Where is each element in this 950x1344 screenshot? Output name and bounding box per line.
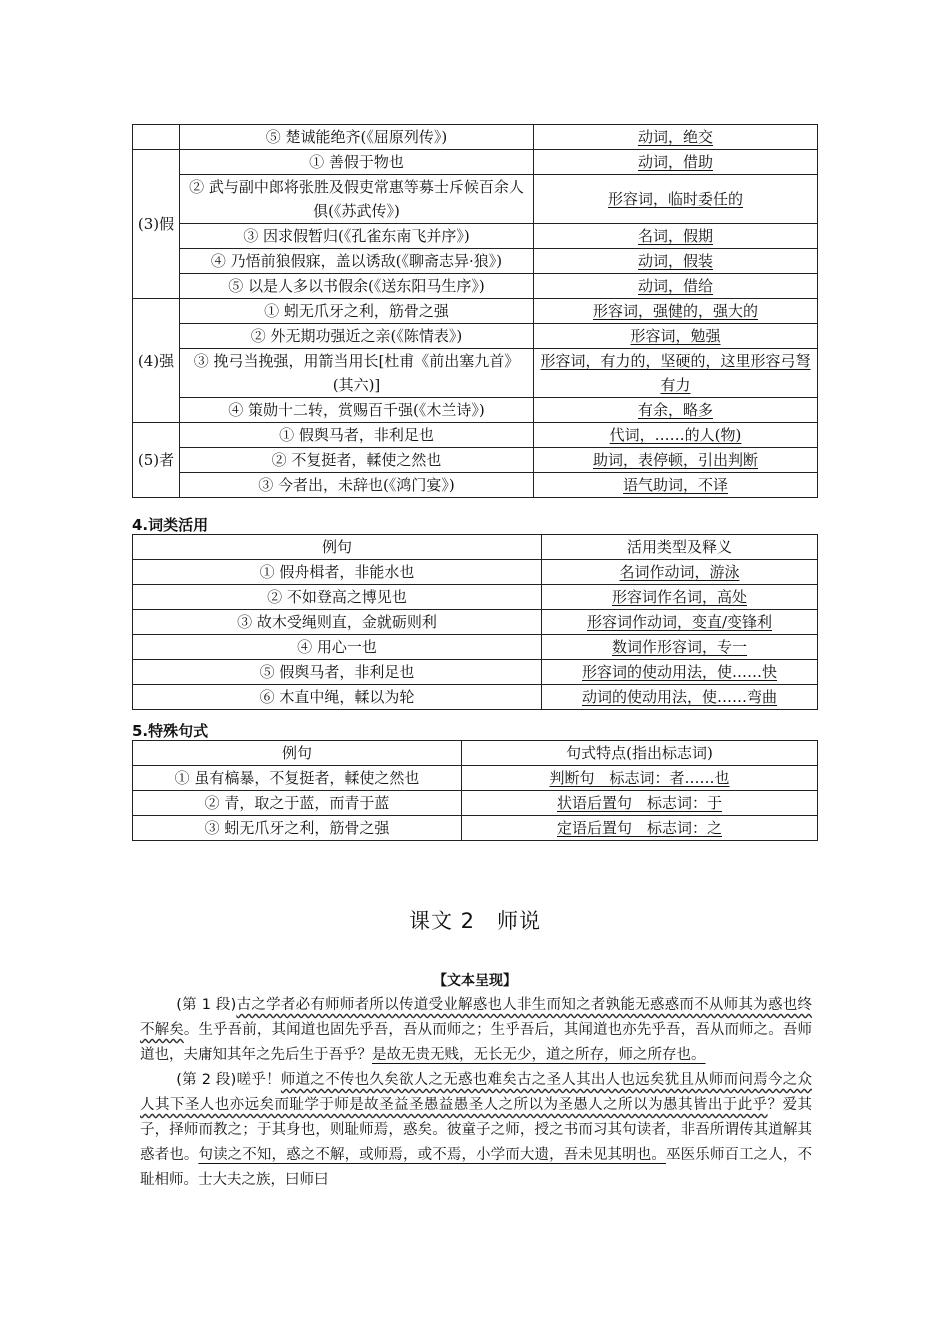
paragraph-2: [140, 1068, 812, 1193]
table-row: [133, 766, 818, 791]
table-row: [133, 635, 818, 660]
section-title-4: 4.词类活用: [132, 516, 209, 534]
section-title-5: 5.特殊句式: [132, 722, 209, 740]
example-cell: [180, 299, 534, 324]
word-cell: (3)假: [133, 150, 180, 299]
example-cell: [180, 398, 534, 423]
table-row: [133, 249, 818, 274]
example-cell-text: ② 不复挺者，輮使之然也: [271, 451, 442, 469]
table-row: [133, 473, 818, 498]
meaning-cell-text: 动词，借助: [637, 153, 713, 171]
answer-cell: [542, 660, 818, 685]
answer-cell: [542, 685, 818, 710]
word-cell: (5)者: [133, 423, 180, 498]
meaning-cell-text: 代词，……的人(物): [609, 426, 742, 444]
table-row: [133, 816, 818, 841]
meaning-cell-text: 助词，表停顿，引出判断: [592, 451, 758, 469]
meaning-cell-text: 动词，假装: [637, 252, 713, 270]
header-row: [133, 741, 818, 766]
example-cell-text: ③ 蚓无爪牙之利，筋骨之强: [204, 819, 390, 837]
meaning-cell-text: 名词，假期: [637, 227, 713, 245]
word-cell: (4)强: [133, 299, 180, 423]
table-row: [133, 324, 818, 349]
paragraph-1: [140, 993, 812, 1068]
answer-cell: [542, 635, 818, 660]
example-cell-text: ② 外无期功强近之亲(《陈情表》): [250, 327, 463, 345]
header-cell-text: 例句: [321, 538, 352, 556]
answer-cell-text: 形容词作动词，变直/变锋利: [586, 613, 773, 631]
table-row: [133, 791, 818, 816]
example-cell: [180, 423, 534, 448]
word-cell: [133, 125, 180, 150]
answer-cell-text: 名词作动词，游泳: [619, 563, 740, 581]
answer-cell-text: 状语后置句 标志词：于: [556, 794, 722, 812]
meaning-cell: [534, 249, 818, 274]
meaning-cell-text: 动词，借给: [637, 277, 713, 295]
answer-cell-text: 形容词的使动用法，使……快: [581, 663, 777, 681]
p2-underlined: 句读之不知，惑之不解，或师焉，或不焉，小学而大遗，吾未见其明也。: [198, 1147, 667, 1163]
table-row: [133, 560, 818, 585]
meaning-cell: [534, 423, 818, 448]
header-cell-text: 句式特点(指出标志词): [566, 744, 713, 762]
special-sentence-table: [132, 740, 818, 841]
answer-cell: [462, 766, 818, 791]
example-cell: [180, 175, 534, 224]
example-cell: [180, 150, 534, 175]
meaning-cell-text: 语气助词，不译: [622, 476, 728, 494]
p2-plain: ？爱其子，择师而教之；于其身也，则耻师焉，惑矣。彼童子之师，授之书而习其句读者，非吾所谓传其道解其惑者也。: [140, 1097, 813, 1163]
p1-plain: 。生乎吾前，其闻道也固先乎吾，吾从而师之；生乎吾后，其闻道也亦先乎吾，吾从而师之。吾师道也，夫庸知其年之先后生于吾乎？: [140, 1022, 813, 1063]
meaning-cell-text: 形容词，勉强: [630, 327, 721, 345]
answer-cell: [542, 585, 818, 610]
answer-cell: [542, 610, 818, 635]
word-class-table: [132, 534, 818, 710]
example-cell: [133, 560, 542, 585]
example-cell: [133, 816, 462, 841]
table-row: [133, 448, 818, 473]
header-cell: [462, 741, 818, 766]
meaning-cell-text: 形容词，有力的，坚硬的，这里形容弓弩有力: [540, 352, 811, 394]
example-cell-text: ② 武与副中郎将张胜及假吏常惠等募士斥候百余人俱(《苏武传》): [189, 178, 524, 220]
meaning-cell: [534, 398, 818, 423]
example-cell: [180, 448, 534, 473]
example-cell: [180, 324, 534, 349]
table-row: [133, 224, 818, 249]
p1-wavy: 古之学者必有师师者所以传道受业解惑也人非生而知之者孰能无惑惑而不从师其为惑也终不解矣: [140, 997, 812, 1038]
meaning-cell: [534, 125, 818, 150]
p1-prefix: (第 1 段): [176, 997, 237, 1013]
example-cell-text: ⑤ 假舆马者，非利足也: [259, 663, 415, 681]
answer-cell-text: 定语后置句 标志词：之: [556, 819, 722, 837]
section-heading: 【文本呈现】: [433, 973, 517, 989]
meaning-cell: [534, 473, 818, 498]
example-cell: [180, 224, 534, 249]
header-cell-text: 活用类型及释义: [626, 538, 732, 556]
example-cell-text: ③ 因求假暂归(《孔雀东南飞并序》): [243, 227, 470, 245]
header-cell-text: 例句: [281, 744, 312, 762]
table-row: [133, 610, 818, 635]
example-cell-text: ③ 挽弓当挽强，用箭当用长[杜甫《前出塞九首》(其六)]: [193, 352, 520, 394]
table-row: [133, 585, 818, 610]
example-cell-text: ⑤ 以是人多以书假余(《送东阳马生序》): [228, 277, 485, 295]
example-cell-text: ④ 用心一也: [297, 638, 377, 656]
example-cell-text: ③ 故木受绳则直，金就砺则利: [237, 613, 437, 631]
meaning-cell-text: 形容词，临时委任的: [607, 190, 743, 208]
answer-cell: [462, 816, 818, 841]
answer-cell-text: 判断句 标志词：者……也: [549, 769, 730, 787]
example-cell-text: ⑤ 楚诚能绝齐(《屈原列传》): [265, 128, 448, 146]
example-cell: [180, 473, 534, 498]
example-cell: [133, 660, 542, 685]
article-text: [140, 993, 812, 1193]
p1-underlined: 是故无贵无贱，无长无少，道之所存，师之所存也。: [372, 1047, 706, 1063]
header-row: [133, 535, 818, 560]
table-row: [133, 274, 818, 299]
answer-cell: [542, 560, 818, 585]
table-row: [133, 398, 818, 423]
example-cell-text: ① 虽有槁暴，不复挺者，輮使之然也: [174, 769, 420, 787]
example-cell: [180, 249, 534, 274]
example-cell-text: ① 蚓无爪牙之利，筋骨之强: [264, 302, 449, 320]
example-cell-text: ③ 今者出，未辞也(《鸿门宴》): [258, 476, 455, 494]
meaning-cell: [534, 224, 818, 249]
example-cell-text: ① 善假于物也: [309, 153, 404, 171]
example-cell-text: ① 假舆马者，非利足也: [279, 426, 434, 444]
example-cell-text: ① 假舟楫者，非能水也: [259, 563, 415, 581]
answer-cell-text: 动词的使动用法，使……弯曲: [581, 688, 777, 706]
answer-cell-text: 形容词作名词，高处: [611, 588, 747, 606]
example-cell-text: ④ 策勋十二转，赏赐百千强(《木兰诗》): [228, 401, 485, 419]
table-row: [133, 423, 818, 448]
meaning-cell-text: 有余，略多: [637, 401, 713, 419]
table-row: [133, 660, 818, 685]
p2-wavy: 师道之不传也久矣欲人之无惑也难矣古之圣人其出人也远矣犹且从师而问焉今之众人其下圣人也亦远矣而耻学于师是故圣益圣愚益愚圣人之所以为圣愚人之所以为愚其皆出于此乎: [140, 1072, 812, 1113]
table-row: [133, 175, 818, 224]
table-row: [133, 685, 818, 710]
table-row: [133, 299, 818, 324]
meaning-cell: [534, 448, 818, 473]
meaning-cell-text: 形容词，强健的，强大的: [592, 302, 758, 320]
example-cell: [180, 125, 534, 150]
example-cell-text: ④ 乃悟前狼假寐，盖以诱敌(《聊斋志异·狼》): [210, 252, 503, 270]
word-meaning-table: [132, 124, 818, 498]
meaning-cell: [534, 150, 818, 175]
example-cell: [133, 766, 462, 791]
table-row: [133, 150, 818, 175]
p2-prefix: (第 2 段)嗟乎！: [176, 1072, 281, 1088]
example-cell: [180, 274, 534, 299]
example-cell-text: ⑥ 木直中绳，輮以为轮: [259, 688, 415, 706]
example-cell: [133, 610, 542, 635]
header-cell: [133, 741, 462, 766]
example-cell-text: ② 不如登高之博见也: [267, 588, 407, 606]
example-cell: [133, 585, 542, 610]
table-row: [133, 125, 818, 150]
example-cell: [133, 685, 542, 710]
p2-tail: 巫医乐师百工之人，不耻相师。士大夫之族，曰师曰: [140, 1147, 813, 1188]
table-row: [133, 349, 818, 398]
example-cell-text: ② 青，取之于蓝，而青于蓝: [204, 794, 390, 812]
example-cell: [133, 635, 542, 660]
header-cell: [542, 535, 818, 560]
lesson-title: 课文 2 师说: [408, 909, 542, 933]
meaning-cell: [534, 324, 818, 349]
meaning-cell-text: 动词，绝交: [637, 128, 713, 146]
meaning-cell: [534, 299, 818, 324]
answer-cell: [462, 791, 818, 816]
example-cell: [180, 349, 534, 398]
example-cell: [133, 791, 462, 816]
header-cell: [133, 535, 542, 560]
meaning-cell: [534, 274, 818, 299]
meaning-cell: [534, 349, 818, 398]
meaning-cell: [534, 175, 818, 224]
answer-cell-text: 数词作形容词，专一: [611, 638, 747, 656]
